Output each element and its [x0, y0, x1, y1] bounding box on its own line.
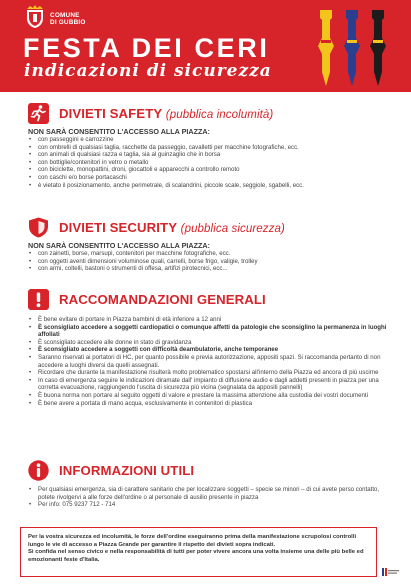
recommendation-item-text: Saranno riservati ai portatori di HC, per quanto possibile e previa autorizzazione, appositi spazi. Si raccomanda pertanto di non accedere a luoghi diversi da quelli assegnati.	[38, 353, 381, 369]
safety-list	[28, 136, 388, 189]
section-recommendations-header	[28, 289, 388, 312]
info-item-text: Per qualsiasi emergenza, sia di carattere sanitario che per localizzare soggetti – specie se minori – di cui avete perso contatto, potete rivolgervi a alle forze dell'ordine o al personale di ausilio presente in piazza	[38, 486, 380, 501]
section-safety	[28, 103, 388, 189]
safety-lead: NON SARÀ CONSENTITO L'ACCESSO ALLA PIAZZA:	[28, 127, 210, 136]
security-item	[28, 250, 388, 258]
recommendation-item-text: È sconsigliato accedere a soggetti con difficoltà deambulatorie, anche temporanee	[38, 346, 279, 354]
info-item	[28, 501, 388, 509]
safety-title-main: DIVIETI SAFETY	[59, 106, 163, 121]
safety-item-text: con biciclette, monopattini, droni, giocattoli e apparecchi a controllo remoto	[38, 166, 240, 174]
recommendation-item	[28, 346, 388, 354]
safety-item-text: con passeggini e carrozzine	[38, 136, 114, 143]
header-banner	[0, 0, 411, 92]
security-lead: NON SARÀ CONSENTITO L'ACCESSO ALLA PIAZZA:	[28, 241, 210, 250]
running-person-icon	[28, 103, 49, 124]
section-security-title	[59, 220, 285, 237]
section-recommendations-title: RACCOMANDAZIONI GENERALI	[59, 292, 266, 307]
recommendation-item	[28, 354, 388, 369]
footer-line2: Si confida nel senso civico e nella responsabilità di tutti per poter vivere ancora una volta insieme una delle più belle ed emozionanti feste d'Italia.	[28, 549, 364, 563]
info-item-text: Per info: 075 9237 712 - 714	[38, 501, 116, 509]
comune-line1: COMUNE	[50, 12, 80, 19]
recommendation-item	[28, 316, 388, 324]
info-item	[28, 486, 388, 501]
recommendation-item-text: È bene evitare di portare in Piazza bambini di età inferiore a 12 anni	[38, 316, 222, 323]
security-item	[28, 258, 388, 266]
page-subtitle: indicazioni di sicurezza	[24, 61, 272, 81]
section-safety-title	[59, 106, 273, 123]
recommendation-item	[28, 324, 388, 339]
recommendation-item-text: Ricordare che durante la manifestazione risulterà molto problematico spostarsi all'interno della Piazza ed ancora di più uscirne	[38, 369, 379, 377]
section-info-header	[28, 460, 388, 483]
section-info	[28, 460, 388, 509]
recommendation-item	[28, 377, 388, 392]
shield-icon	[28, 217, 49, 238]
security-item-text: con zainetti, borse, marsupi, contenitori per macchine fotografiche, ecc.	[38, 250, 231, 257]
ceri-candles-icon	[306, 8, 398, 88]
sponsor-logo-icon	[382, 566, 400, 578]
footer-notice	[20, 527, 377, 577]
section-recommendations	[28, 289, 388, 407]
section-info-title: INFORMAZIONI UTILI	[59, 463, 195, 478]
exclamation-icon	[28, 289, 49, 310]
safety-item-text: con caschi e/o borse portacaschi	[38, 173, 127, 181]
security-item	[28, 265, 388, 273]
safety-item	[28, 151, 388, 159]
page-title: FESTA DEI CERI	[23, 33, 270, 63]
security-item-text: con armi, coltelli, bastoni o strumenti di offesa, artifizi pirotecnici, ecc...	[38, 265, 228, 273]
safety-item	[28, 166, 388, 174]
recommendation-item-text: È buona norma non portare al seguito oggetti di valore e prestare la massima attenzione alla custodia dei vostri documenti	[38, 391, 368, 399]
comune-line2: DI GUBBIO	[50, 19, 86, 26]
safety-item-text: con animali di qualsiasi razza e taglia, sia al guinzaglio che in borsa	[38, 151, 221, 159]
safety-item	[28, 136, 388, 144]
gubbio-crest-icon	[24, 5, 46, 29]
safety-item	[28, 174, 388, 182]
recommendation-item	[28, 369, 388, 377]
comune-label	[50, 12, 86, 26]
safety-item	[28, 159, 388, 167]
footer-line1: Per la vostra sicurezza ed incolumità, le forze dell'ordine eseguiranno prima della manifestazione scrupolosi controlli lungo le vie di accesso a Piazza Grande per garantire il rispetto dei divieti sopra indicati.	[28, 534, 357, 548]
info-list	[28, 486, 388, 509]
security-list	[28, 250, 388, 273]
safety-title-paren: (pubblica incolumità)	[165, 109, 274, 121]
recommendation-item	[28, 400, 388, 408]
safety-item	[28, 144, 388, 152]
safety-item-text: con bottiglie/contenitori in vetro o metallo	[38, 158, 149, 166]
recommendation-item-text: In caso di emergenza seguire le indicazioni diramate dall' impianto di diffusione audio e dagli addetti presenti in piazza per una corretta evacuazione, raggiungendo l'uscita di sicurezza più vicina (segnalata da appositi pannelli)	[38, 376, 379, 392]
safety-item	[28, 182, 388, 190]
security-title-main: DIVIETI SECURITY	[59, 220, 177, 235]
section-security	[28, 217, 388, 273]
security-item-text: con oggetti aventi dimensioni voluminose quali, carrelli, borse frigo, valigie, trolley	[38, 257, 258, 265]
section-safety-header	[28, 103, 388, 126]
section-security-header	[28, 217, 388, 240]
safety-item-text: con ombrelli di qualsiasi taglia, racchette da passeggio, cavalletti per macchine fotografiche, ecc.	[38, 143, 299, 151]
info-icon	[28, 460, 49, 481]
recommendation-item-text: È sconsigliato accedere alle donne in stato di gravidanza	[38, 338, 192, 346]
recommendation-item-text: È sconsigliato accedere a soggetti cardiopatici o comunque affetti da patologie che sconsiglino la permanenza in luoghi affollati	[38, 323, 387, 339]
security-title-paren: (pubblica sicurezza)	[180, 223, 285, 235]
recommendations-list	[28, 316, 388, 407]
recommendation-item-text: È bene avere a portata di mano acqua, esclusivamente in contenitori di plastica	[38, 399, 253, 407]
safety-item-text: è vietato il posizionamento, anche perimetrale, di scalandrini, piccole scale, seggiole, sgabelli, ecc.	[38, 181, 304, 189]
recommendation-item	[28, 392, 388, 400]
